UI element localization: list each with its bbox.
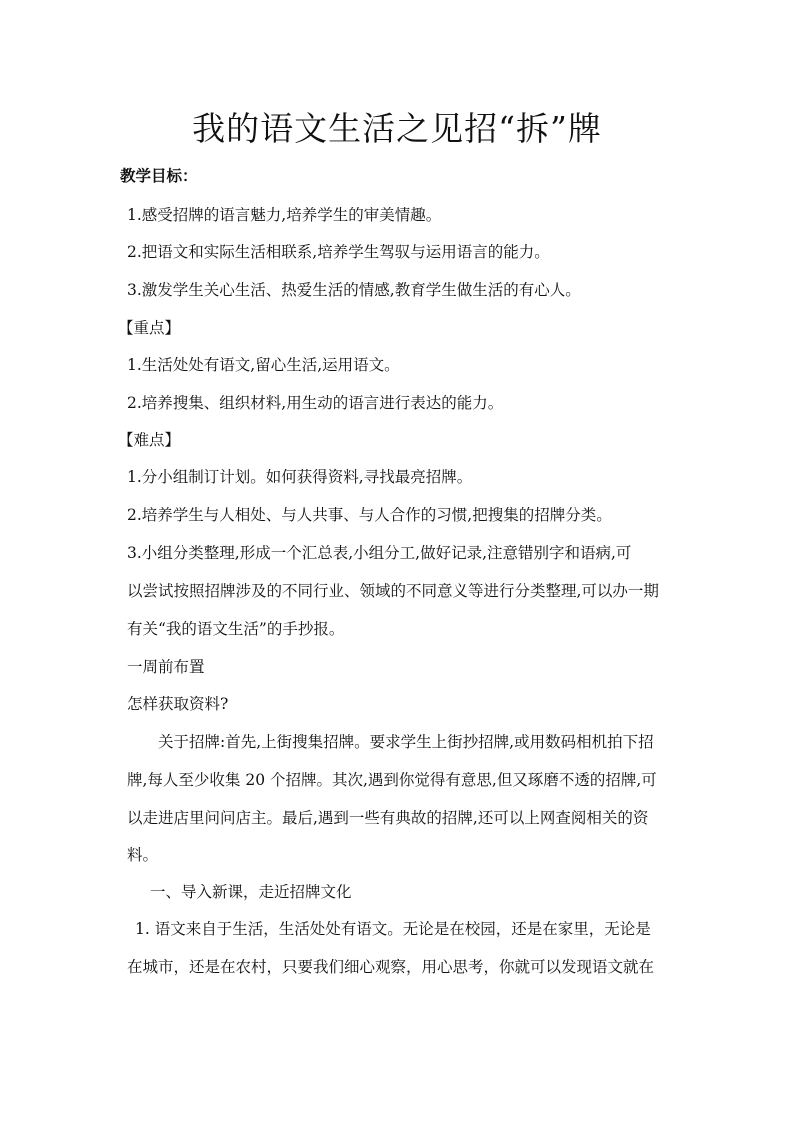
paragraph-line: 料。 bbox=[127, 846, 159, 864]
intro-line: 1. 语文来自于生活，生活处处有语文。无论是在校园，还是在家里，无论是 bbox=[135, 920, 651, 938]
difficulty-item: 以尝试按照招牌涉及的不同行业、领域的不同意义等进行分类整理,可以办一期 bbox=[127, 582, 659, 600]
difficulty-item: 2.培养学生与人相处、与人共事、与人合作的习惯,把搜集的招牌分类。 bbox=[127, 506, 612, 524]
paragraph-line: 牌,每人至少收集 20 个招牌。其次,遇到你觉得有意思,但又琢磨不透的招牌,可 bbox=[127, 771, 657, 789]
prep-heading: 一周前布置 bbox=[127, 658, 205, 676]
difficulty-item: 有关“我的语文生活”的手抄报。 bbox=[127, 620, 345, 638]
key-point-item: 2.培养搜集、组织材料,用生动的语言进行表达的能力。 bbox=[127, 394, 504, 412]
objectives-heading: 教学目标： bbox=[120, 166, 198, 185]
objective-item: 2.把语文和实际生活相联系,培养学生驾驭与运用语言的能力。 bbox=[127, 243, 550, 261]
section-heading: 一、导入新课，走近招牌文化 bbox=[150, 883, 352, 901]
page-title: 我的语文生活之见招“拆”牌 bbox=[192, 109, 602, 148]
difficulty-item: 3.小组分类整理,形成一个汇总表,小组分工,做好记录,注意错别字和语病,可 bbox=[127, 544, 632, 562]
key-points-heading: 【重点】 bbox=[118, 319, 181, 337]
difficulty-item: 1.分小组制订计划。如何获得资料,寻找最亮招牌。 bbox=[127, 468, 473, 486]
intro-line: 在城市，还是在农村，只要我们细心观察，用心思考，你就可以发现语文就在 bbox=[127, 958, 655, 976]
question-line: 怎样获取资料? bbox=[127, 695, 229, 713]
key-point-item: 1.生活处处有语文,留心生活,运用语文。 bbox=[127, 356, 400, 374]
objective-item: 3.激发学生关心生活、热爱生活的情感,教育学生做生活的有心人。 bbox=[127, 281, 581, 299]
objective-item: 1.感受招牌的语言魅力,培养学生的审美情趣。 bbox=[127, 206, 442, 224]
paragraph-line: 关于招牌:首先,上街搜集招牌。要求学生上街抄招牌,或用数码相机拍下招 bbox=[158, 733, 654, 751]
difficulties-heading: 【难点】 bbox=[118, 431, 181, 449]
paragraph-line: 以走进店里问问店主。最后,遇到一些有典故的招牌,还可以上网查阅相关的资 bbox=[127, 809, 649, 827]
